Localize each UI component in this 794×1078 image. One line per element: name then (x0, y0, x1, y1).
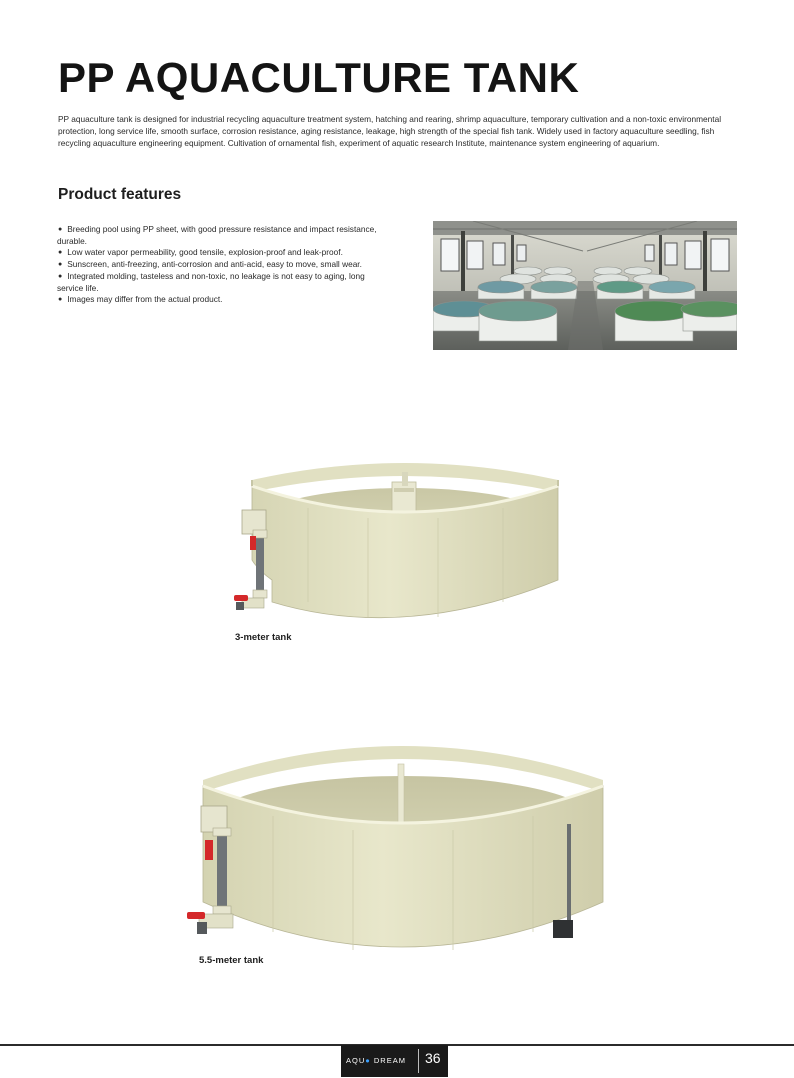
tank-3m-image (228, 452, 578, 634)
brand-logo-right: DREAM (373, 1056, 406, 1065)
tank-5-5m-caption: 5.5-meter tank (199, 955, 264, 966)
feature-item: ● Integrated molding, tasteless and non-toxic, no leakage is not easy to aging, long service life. (57, 271, 393, 294)
tank-3m-caption: 3-meter tank (235, 632, 292, 643)
footer-separator (418, 1049, 419, 1073)
feature-item: ● Sunscreen, anti-freezing, anti-corrosion and anti-acid, easy to move, small wear. (57, 259, 393, 271)
tank-5-5m-image (183, 732, 618, 972)
page-title: PP AQUACULTURE TANK (58, 54, 580, 101)
page-number: 36 (425, 1050, 441, 1066)
factory-photo (433, 221, 737, 350)
brand-logo (346, 1056, 406, 1065)
features-list (57, 224, 393, 306)
feature-item: ● Breeding pool using PP sheet, with good pressure resistance and impact resistance, durable. (57, 224, 393, 247)
brand-logo-left: AQU (346, 1056, 366, 1065)
features-heading: Product features (58, 186, 182, 203)
feature-item: ● Low water vapor permeability, good tensile, explosion-proof and leak-proof. (57, 247, 393, 259)
intro-paragraph: PP aquaculture tank is designed for industrial recycling aquaculture treatment system, hatching and rearing, shrimp aquaculture, temporary cultivation and a non-toxic environmental protection, long service life, smooth surface, corrosion resistance, aging resistance, leakage, high strength of the special fish tank. Widely used in factory aquaculture seedling, fish recycling aquaculture engineering equipment. Cultivation of ornamental fish, experiment of aquatic research Institute, maintenance system engineering of aquarium. (58, 114, 722, 148)
water-drop-icon: ● (365, 1056, 371, 1065)
feature-item: ● Images may differ from the actual product. (57, 294, 393, 306)
